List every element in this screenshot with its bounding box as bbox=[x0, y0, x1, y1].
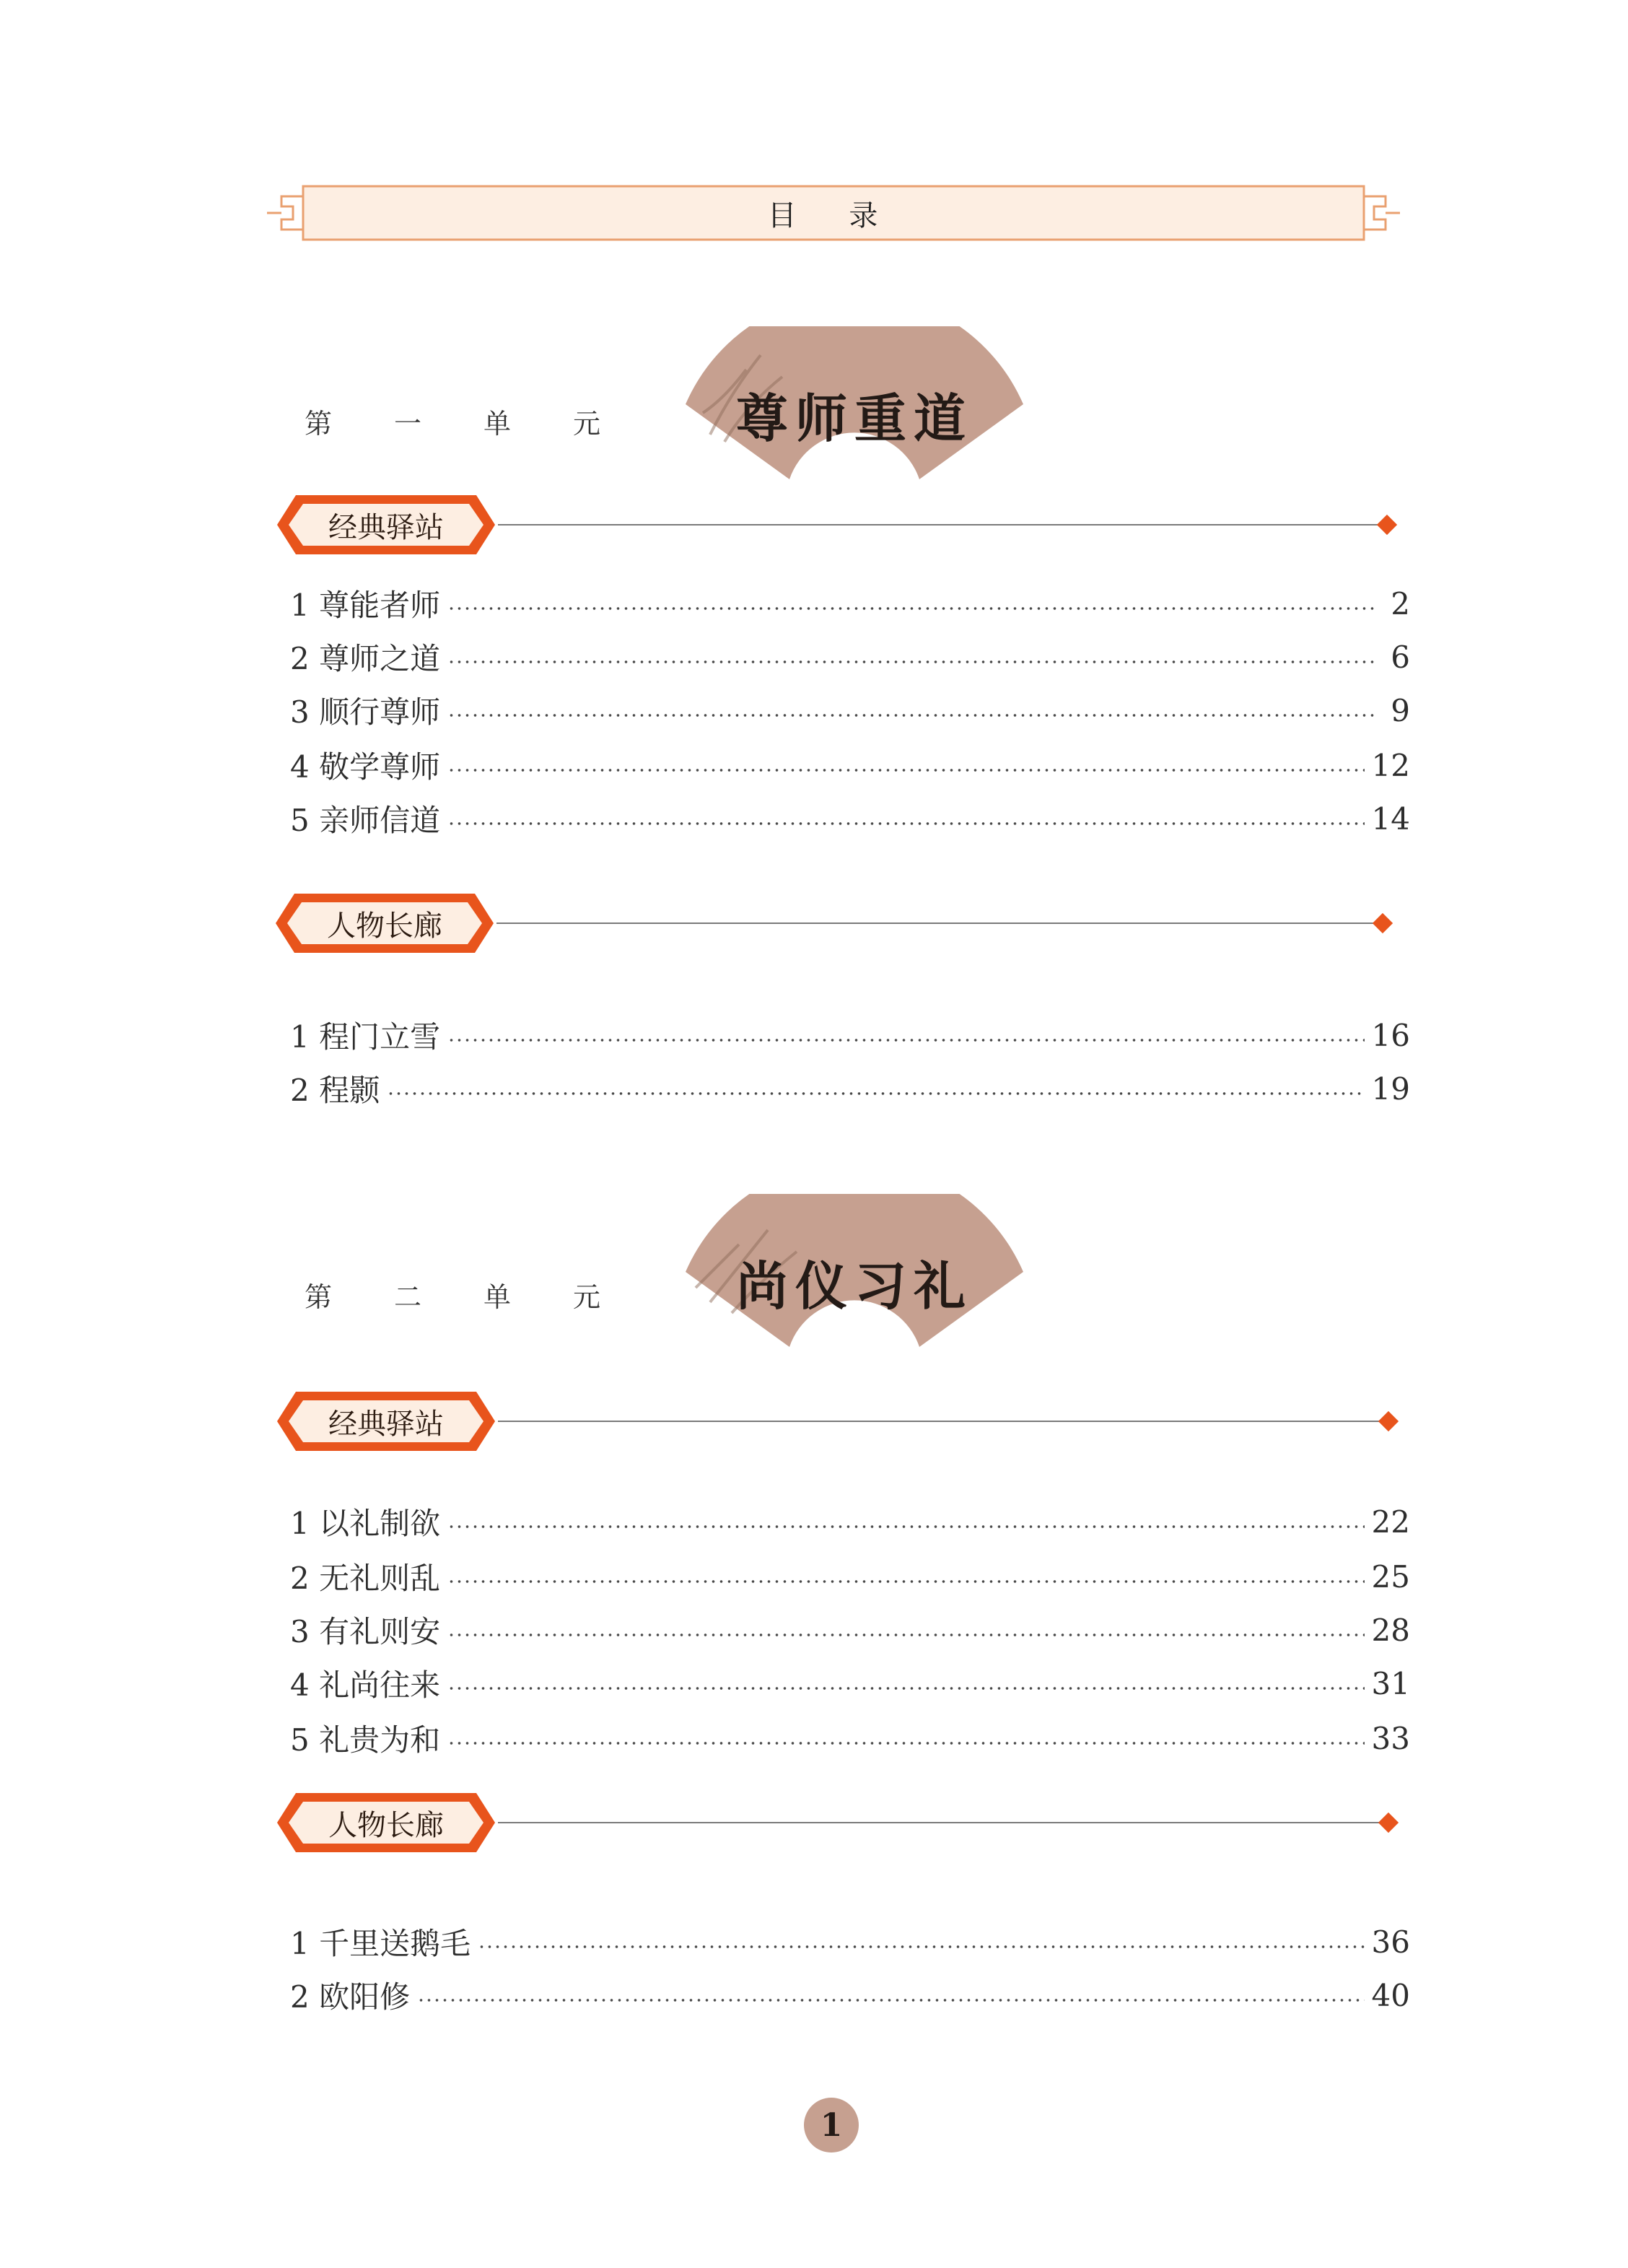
toc-entry-title: 4 敬学尊师 bbox=[290, 749, 441, 785]
toc-entry[interactable] bbox=[290, 1067, 1410, 1110]
section-divider bbox=[498, 1421, 1380, 1422]
section-tag-label: 人物长廊 bbox=[327, 909, 442, 943]
section-tag bbox=[274, 492, 498, 557]
section-divider bbox=[498, 524, 1378, 525]
leader-dots bbox=[447, 822, 1364, 825]
toc-entry-page: 36 bbox=[1371, 1924, 1410, 1960]
toc-entry-page: 12 bbox=[1371, 747, 1410, 783]
diamond-icon bbox=[1373, 913, 1393, 933]
toc-entry-title: 3 顺行尊师 bbox=[290, 694, 441, 730]
section-tag-label: 经典驿站 bbox=[328, 1407, 444, 1441]
page-title: 目 录 bbox=[767, 199, 900, 232]
toc-entry-page: 2 bbox=[1391, 585, 1410, 621]
leader-dots bbox=[447, 660, 1374, 663]
leader-dots bbox=[478, 1945, 1364, 1948]
toc-entry-title: 5 亲师信道 bbox=[290, 803, 441, 838]
toc-entry-title: 2 无礼则乱 bbox=[290, 1561, 441, 1596]
toc-entry[interactable] bbox=[290, 1662, 1410, 1705]
toc-entry[interactable] bbox=[290, 743, 1410, 787]
unit-label-char: 元 bbox=[573, 1281, 601, 1313]
section-tag bbox=[273, 891, 496, 956]
toc-entry-page: 16 bbox=[1371, 1017, 1410, 1053]
toc-entry-page: 19 bbox=[1371, 1070, 1410, 1107]
unit-1-label bbox=[305, 401, 662, 441]
toc-entry-page: 9 bbox=[1391, 692, 1410, 728]
diamond-icon bbox=[1378, 1411, 1399, 1431]
leader-dots bbox=[447, 769, 1364, 772]
toc-entry-page: 25 bbox=[1371, 1558, 1410, 1595]
toc-entry[interactable] bbox=[290, 797, 1410, 840]
leader-dots bbox=[447, 607, 1374, 610]
diamond-icon bbox=[1377, 515, 1397, 535]
unit-label-char: 一 bbox=[394, 408, 422, 440]
toc-entry-title: 2 程颢 bbox=[290, 1073, 380, 1108]
section-tag bbox=[274, 1389, 498, 1454]
unit-2-label bbox=[305, 1275, 662, 1314]
unit-label-char: 第 bbox=[305, 408, 333, 440]
unit-label-char: 元 bbox=[573, 408, 601, 440]
leader-dots bbox=[447, 1525, 1364, 1528]
unit-2-title: 尚仪习礼 bbox=[735, 1255, 973, 1317]
toc-entry[interactable] bbox=[290, 689, 1410, 732]
toc-entry-page: 14 bbox=[1371, 801, 1410, 837]
leader-dots bbox=[447, 1742, 1364, 1745]
unit-label-char: 单 bbox=[483, 1281, 512, 1313]
toc-entry-page: 6 bbox=[1391, 639, 1410, 675]
toc-entry[interactable] bbox=[290, 582, 1410, 625]
toc-entry-page: 33 bbox=[1371, 1720, 1410, 1756]
header-banner bbox=[267, 182, 1400, 244]
toc-entry-title: 2 欧阳修 bbox=[290, 1979, 411, 2015]
leader-dots bbox=[417, 1999, 1364, 2002]
diamond-icon bbox=[1378, 1813, 1399, 1833]
unit-1-title: 尊师重道 bbox=[735, 388, 973, 449]
unit-label-char: 单 bbox=[483, 408, 512, 440]
toc-entry-title: 3 有礼则安 bbox=[290, 1614, 441, 1649]
toc-entry-page: 40 bbox=[1371, 1977, 1410, 2013]
leader-dots bbox=[447, 1039, 1364, 1042]
unit-label-char: 第 bbox=[305, 1281, 333, 1313]
toc-entry[interactable] bbox=[290, 1500, 1410, 1543]
toc-entry-page: 28 bbox=[1371, 1612, 1410, 1648]
toc-entry[interactable] bbox=[290, 1555, 1410, 1598]
toc-entry-title: 1 以礼制欲 bbox=[290, 1506, 441, 1541]
leader-dots bbox=[447, 1634, 1364, 1636]
toc-entry[interactable] bbox=[290, 1717, 1410, 1760]
unit-label-char: 二 bbox=[394, 1281, 422, 1313]
section-divider bbox=[496, 923, 1375, 924]
page-number: 1 bbox=[820, 2106, 843, 2144]
toc-entry[interactable] bbox=[290, 1920, 1410, 1963]
toc-entry-title: 1 程门立雪 bbox=[290, 1019, 441, 1055]
toc-entry-title: 4 礼尚往来 bbox=[290, 1667, 441, 1703]
section-tag-label: 人物长廊 bbox=[328, 1808, 444, 1842]
unit-1-fan bbox=[681, 326, 1028, 485]
section-divider bbox=[498, 1822, 1380, 1823]
unit-2-fan bbox=[681, 1194, 1028, 1353]
toc-entry[interactable] bbox=[290, 1013, 1410, 1057]
toc-entry-title: 1 千里送鹅毛 bbox=[290, 1926, 471, 1961]
toc-entry-title: 2 尊师之道 bbox=[290, 641, 441, 676]
section-tag bbox=[274, 1790, 498, 1855]
section-tag-label: 经典驿站 bbox=[328, 510, 444, 544]
toc-entry-title: 1 尊能者师 bbox=[290, 588, 441, 623]
leader-dots bbox=[387, 1092, 1364, 1095]
toc-entry[interactable] bbox=[290, 635, 1410, 679]
leader-dots bbox=[447, 1580, 1364, 1583]
toc-entry[interactable] bbox=[290, 1608, 1410, 1652]
toc-entry-title: 5 礼贵为和 bbox=[290, 1722, 441, 1758]
leader-dots bbox=[447, 714, 1374, 717]
leader-dots bbox=[447, 1687, 1364, 1690]
page-number-badge bbox=[804, 2098, 859, 2153]
toc-entry[interactable] bbox=[290, 1973, 1410, 2017]
toc-entry-page: 22 bbox=[1371, 1504, 1410, 1540]
toc-entry-page: 31 bbox=[1371, 1665, 1410, 1701]
